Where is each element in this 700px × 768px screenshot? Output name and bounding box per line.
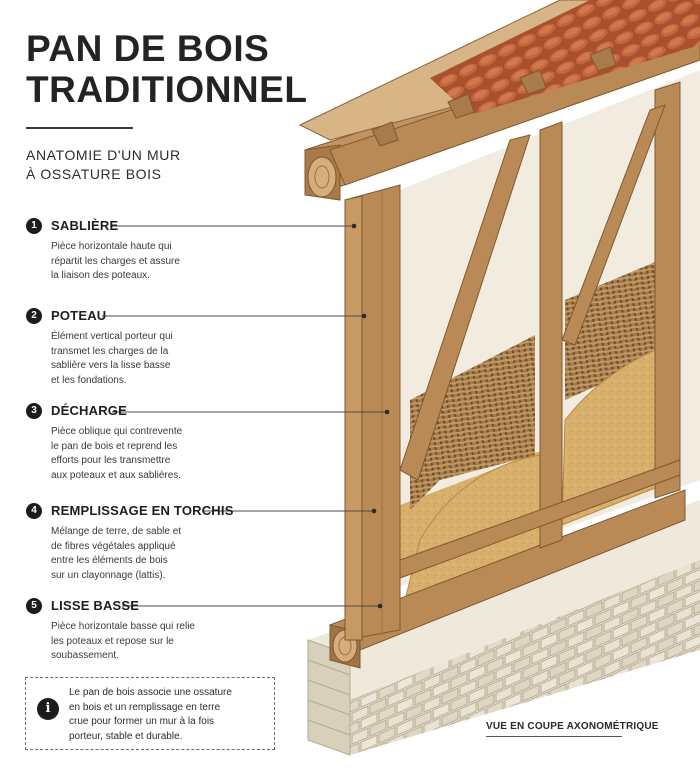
number-badge: 1: [26, 218, 42, 234]
desc-line: Élément vertical porteur qui: [51, 331, 173, 342]
subtitle: [26, 146, 181, 184]
desc-line: la liaison des poteaux.: [51, 270, 150, 281]
info-text: [69, 686, 269, 744]
info-line: Le pan de bois associe une ossature: [69, 687, 232, 698]
legend-title: POTEAU: [51, 308, 107, 323]
number-badge: 4: [26, 503, 42, 519]
legend-description: [51, 425, 241, 483]
info-icon: i: [37, 698, 59, 720]
desc-line: transmet les charges de la: [51, 345, 169, 357]
leader-dot-1: [352, 224, 357, 229]
caption-underline: [486, 736, 622, 737]
desc-line: Pièce horizontale haute qui: [51, 241, 172, 252]
desc-line: le pan de bois et reprend les: [51, 440, 178, 452]
info-box: [25, 677, 275, 750]
subtitle-line-1: ANATOMIE D'UN MUR: [26, 147, 181, 163]
desc-line: et les fondations.: [51, 374, 127, 386]
legend-description: [51, 330, 241, 388]
leader-dot-4: [372, 509, 377, 514]
middle-post: [540, 122, 562, 548]
number-badge: 2: [26, 308, 42, 324]
legend-description: [51, 620, 241, 664]
desc-line: Pièce horizontale basse qui relie: [51, 621, 195, 632]
desc-line: les poteaux et repose sur le: [51, 635, 174, 647]
legend-title: DÉCHARGE: [51, 403, 127, 418]
number-badge: 3: [26, 403, 42, 419]
desc-line: sablière vers la lisse basse: [51, 360, 171, 371]
view-caption: VUE EN COUPE AXONOMÉTRIQUE: [486, 721, 659, 732]
title-line-2: TRADITIONNEL: [26, 69, 308, 110]
subtitle-line-2: À OSSATURE BOIS: [26, 166, 162, 182]
number-badge: 5: [26, 598, 42, 614]
legend-title: SABLIÈRE: [51, 218, 119, 233]
desc-line: répartit les charges et assure: [51, 255, 180, 267]
desc-line: aux poteaux et aux sablières.: [51, 469, 182, 481]
title-line-1: PAN DE BOIS: [26, 28, 270, 69]
leader-dot-3: [385, 410, 390, 415]
desc-line: efforts pour les transmettre: [51, 455, 171, 466]
desc-line: Mélange de terre, de sable et: [51, 526, 182, 537]
page-title: [26, 28, 307, 110]
desc-line: soubassement.: [51, 650, 119, 661]
leader-dot-2: [362, 314, 367, 319]
info-line: porteur, stable et durable.: [69, 730, 183, 742]
legend-title: LISSE BASSE: [51, 598, 140, 613]
desc-line: de fibres végétales appliqué: [51, 540, 176, 552]
legend-description: [51, 525, 241, 583]
legend-description: [51, 240, 241, 284]
title-divider: [26, 127, 133, 129]
desc-line: entre les éléments de bois: [51, 555, 168, 566]
right-post: [655, 82, 680, 498]
leader-dot-5: [378, 604, 383, 609]
info-line: crue pour former un mur à la fois: [69, 716, 215, 727]
info-line: en bois et un remplissage en terre: [69, 701, 221, 713]
desc-line: sur un clayonnage (lattis).: [51, 569, 166, 581]
desc-line: Pièce oblique qui contrevente: [51, 426, 183, 437]
legend-title: REMPLISSAGE EN TORCHIS: [51, 503, 234, 518]
